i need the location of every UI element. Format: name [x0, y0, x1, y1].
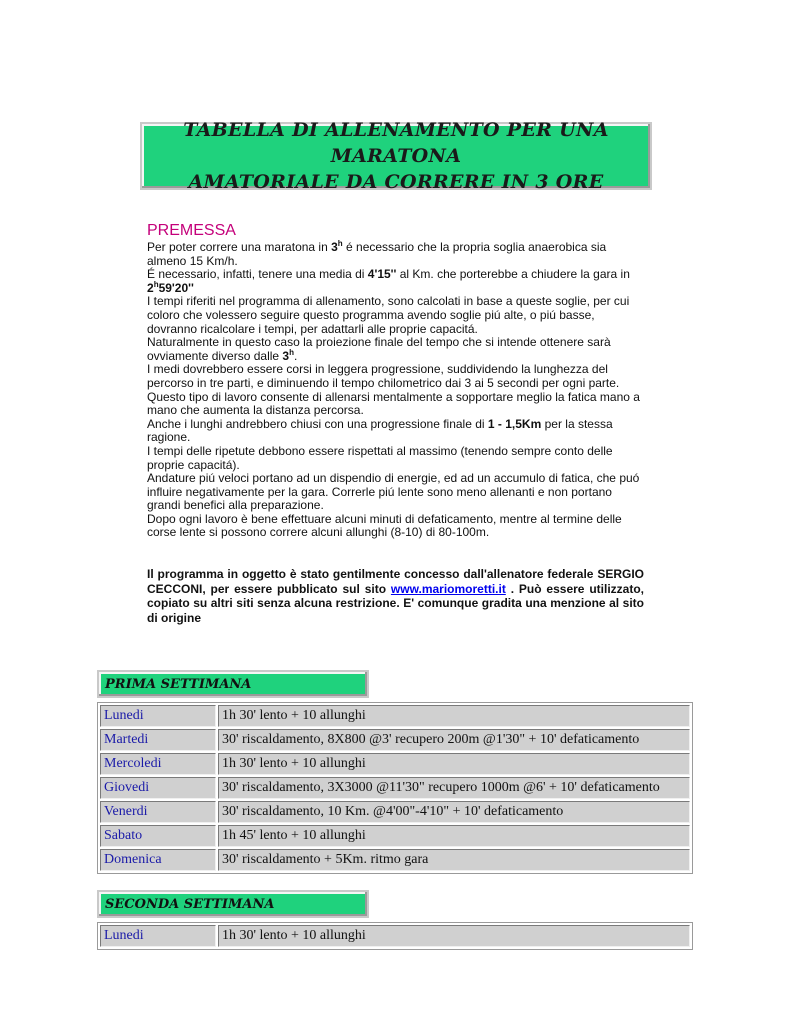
paragraph: I tempi delle ripetute debbono essere rispettati al massimo (tenendo sempre conto delle proprie capacitá).: [147, 443, 613, 472]
week-2-heading: SECONDA SETTIMANA: [97, 890, 369, 918]
day-cell: Martedi: [100, 729, 216, 751]
workout-cell: 30' riscaldamento, 8X800 @3' recupero 200m @1'30" + 10' defaticamento: [218, 729, 690, 751]
workout-cell: 30' riscaldamento, 10 Km. @4'00"-4'10" + 10' defaticamento: [218, 801, 690, 823]
day-cell: Venerdi: [100, 801, 216, 823]
week-1-table: [97, 702, 693, 874]
site-link[interactable]: www.mariomoretti.it: [390, 581, 506, 596]
premessa-heading: PREMESSA: [147, 222, 236, 239]
table-row: [100, 753, 690, 775]
workout-cell: 30' riscaldamento, 3X3000 @11'30" recupero 1000m @6' + 10' defaticamento: [218, 777, 690, 799]
table-row: [100, 729, 690, 751]
week-1-heading: PRIMA SETTIMANA: [97, 670, 369, 698]
workout-cell: 30' riscaldamento + 5Km. ritmo gara: [218, 849, 690, 871]
document-title: [140, 119, 652, 193]
day-cell: Mercoledi: [100, 753, 216, 775]
day-cell: Lunedi: [100, 705, 216, 727]
table-row: [100, 849, 690, 871]
table-row: [100, 925, 690, 947]
paragraph: Questo tipo di lavoro consente di allenarsi mentalmente a sopportare meglio la fatica mano a mano che aumenta la distanza percorsa.: [147, 389, 640, 418]
workout-cell: 1h 30' lento + 10 allunghi: [218, 705, 690, 727]
table-row: [100, 705, 690, 727]
table-row: [100, 825, 690, 847]
title-line-2: AMATORIALE DA CORRERE IN 3 ORE: [188, 171, 604, 193]
paragraph: Andature piú veloci portano ad un dispendio di energie, ed ad un accumulo di fatica, che puó influire negativamente per la gara. Correrle piú lente sono meno allenanti e non portano grandi benefici alla preparazione.: [147, 471, 640, 513]
day-cell: Domenica: [100, 849, 216, 871]
week-2-table: [97, 922, 693, 950]
workout-cell: 1h 45' lento + 10 allunghi: [218, 825, 690, 847]
title-line-1: TABELLA DI ALLENAMENTO PER UNA MARATONA: [183, 119, 609, 167]
paragraph: Dopo ogni lavoro è bene effettuare alcuni minuti di defaticamento, mentre al termine delle corse lente si possono correre alcuni allunghi (8-10) di 80-100m.: [147, 511, 622, 540]
table-row: [100, 777, 690, 799]
paragraph: I medi dovrebbero essere corsi in leggera progressione, suddividendo la lunghezza del percorso in tre parti, e diminuendo il tempo chilometrico dai 3 ai 5 secondi per ogni parte.: [147, 362, 620, 390]
paragraph: Anche i lunghi andrebbero chiusi con una progressione finale di 1 - 1,5Km per la stessa ragione.: [147, 416, 613, 445]
paragraph: Per poter correre una maratona in 3$^h$ é necessario che la propria soglia anaerobica sia almeno 15 Km/h.: [147, 239, 607, 268]
paragraph: Naturalmente in questo caso la proiezione finale del tempo che si intende ottenere sarà ovviamente diverso dalle 3$^h$.: [147, 335, 611, 363]
premessa-body: [147, 241, 644, 540]
workout-cell: 1h 30' lento + 10 allunghi: [218, 753, 690, 775]
table-row: [100, 801, 690, 823]
day-cell: Giovedi: [100, 777, 216, 799]
day-cell: Lunedi: [100, 925, 216, 947]
workout-cell: 1h 30' lento + 10 allunghi: [218, 925, 690, 947]
paragraph: É necessario, infatti, tenere una media di 4'15'' al Km. che porterebbe a chiudere la gara in 2$^h$59'20'': [147, 267, 630, 295]
day-cell: Sabato: [100, 825, 216, 847]
credit-note: Il programma in oggetto è stato gentilmente concesso dall'allenatore federale SERGIO CECCONI, per essere pubblicato sul sito www.mariomoretti.it . Può essere utilizzato, copiato su altri siti senza alcuna restrizione. E' comunque gradita una menzione al sito di origine: [147, 567, 644, 625]
paragraph: I tempi riferiti nel programma di allenamento, sono calcolati in base a queste soglie, per cui coloro che volessero seguire questo programma avendo soglie piú alte, o piú basse, dovranno ricalcolare i tempi, per adattarli alle proprie capacitá.: [147, 294, 630, 336]
